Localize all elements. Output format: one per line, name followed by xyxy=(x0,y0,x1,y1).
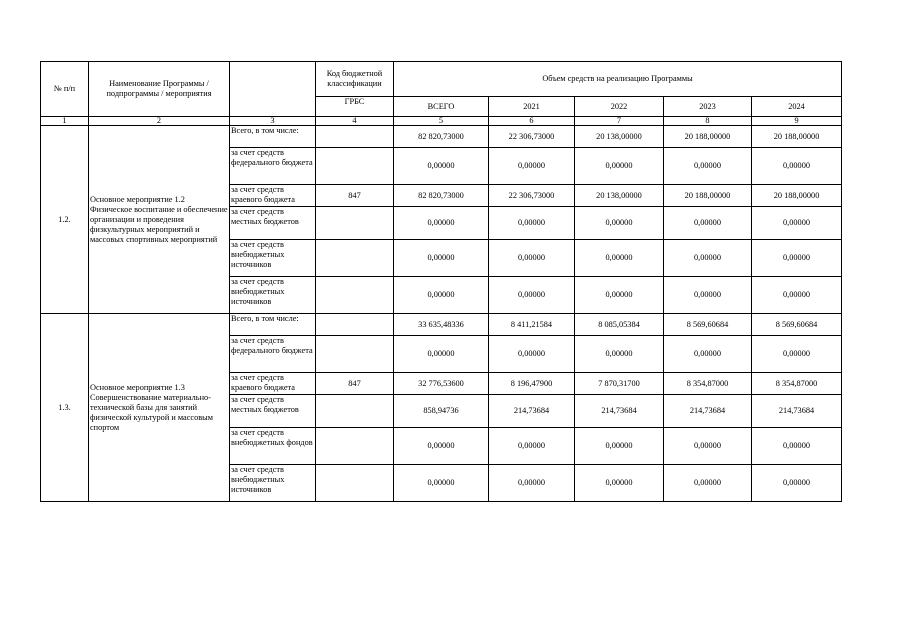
amount-y2022: 0,00000 xyxy=(575,428,664,465)
amount-y2022: 0,00000 xyxy=(575,148,664,185)
header-total: ВСЕГО xyxy=(394,97,489,117)
grbs-empty xyxy=(316,314,394,336)
grbs-empty xyxy=(316,207,394,240)
header-year-2021: 2021 xyxy=(489,97,575,117)
table-row xyxy=(41,314,842,336)
amount-y2024: 214,73684 xyxy=(752,395,842,428)
amount-y2024: 8 569,60684 xyxy=(752,314,842,336)
amount-y2024: 0,00000 xyxy=(752,207,842,240)
funding-source: за счет средств внебюджетных источников xyxy=(230,240,316,277)
funding-source: Всего, в том числе: xyxy=(230,314,316,336)
amount-y2023: 0,00000 xyxy=(664,148,752,185)
col-number: 9 xyxy=(752,117,842,126)
grbs-empty xyxy=(316,277,394,314)
grbs-empty xyxy=(316,465,394,502)
budget-document xyxy=(40,61,841,502)
header-year-2022: 2022 xyxy=(575,97,664,117)
header-year-2023: 2023 xyxy=(664,97,752,117)
grbs-code: 847 xyxy=(316,185,394,207)
amount-y2021: 0,00000 xyxy=(489,277,575,314)
funding-source: за счет средств краевого бюджета xyxy=(230,373,316,395)
amount-y2021: 0,00000 xyxy=(489,148,575,185)
amount-y2021: 8 196,47900 xyxy=(489,373,575,395)
amount-y2021: 8 411,21584 xyxy=(489,314,575,336)
numbering-row xyxy=(41,117,842,126)
header-code: Код бюджетной классификации xyxy=(316,62,394,97)
amount-y2024: 0,00000 xyxy=(752,336,842,373)
amount-y2022: 8 085,05384 xyxy=(575,314,664,336)
funding-source: за счет средств краевого бюджета xyxy=(230,185,316,207)
amount-y2021: 0,00000 xyxy=(489,336,575,373)
grbs-empty xyxy=(316,148,394,185)
funding-source: за счет средств федерального бюджета xyxy=(230,148,316,185)
amount-y2023: 8 354,87000 xyxy=(664,373,752,395)
amount-total: 0,00000 xyxy=(394,277,489,314)
amount-y2023: 0,00000 xyxy=(664,240,752,277)
amount-y2023: 0,00000 xyxy=(664,428,752,465)
funding-source: за счет средств местных бюджетов xyxy=(230,395,316,428)
amount-y2022: 7 870,31700 xyxy=(575,373,664,395)
amount-total: 82 820,73000 xyxy=(394,126,489,148)
item-number: 1.2. xyxy=(41,126,89,314)
amount-total: 32 776,53600 xyxy=(394,373,489,395)
col-number: 2 xyxy=(89,117,230,126)
amount-total: 0,00000 xyxy=(394,465,489,502)
item-name: Основное мероприятие 1.3 Совершенствование материально-технической базы для занятий физической культурой и массовым спортом xyxy=(89,314,230,502)
grbs-empty xyxy=(316,240,394,277)
col-number: 4 xyxy=(316,117,394,126)
amount-y2021: 22 306,73000 xyxy=(489,126,575,148)
amount-y2023: 0,00000 xyxy=(664,336,752,373)
amount-total: 0,00000 xyxy=(394,428,489,465)
amount-y2021: 0,00000 xyxy=(489,428,575,465)
amount-y2023: 20 188,00000 xyxy=(664,185,752,207)
funding-source: за счет средств федерального бюджета xyxy=(230,336,316,373)
grbs-empty xyxy=(316,336,394,373)
col-number: 1 xyxy=(41,117,89,126)
amount-y2024: 0,00000 xyxy=(752,465,842,502)
amount-y2022: 20 138,00000 xyxy=(575,185,664,207)
amount-y2022: 0,00000 xyxy=(575,207,664,240)
amount-y2024: 0,00000 xyxy=(752,277,842,314)
funding-source: за счет средств внебюджетных фондов xyxy=(230,428,316,465)
amount-y2023: 20 188,00000 xyxy=(664,126,752,148)
amount-y2022: 0,00000 xyxy=(575,240,664,277)
amount-total: 33 635,48336 xyxy=(394,314,489,336)
amount-y2024: 0,00000 xyxy=(752,428,842,465)
amount-y2024: 0,00000 xyxy=(752,240,842,277)
header-name: Наименование Программы / подпрограммы / мероприятия xyxy=(89,62,230,117)
item-name: Основное мероприятие 1.2 Физическое воспитание и обеспечение организации и проведения физкультурных мероприятий и массовых спортивных мероприятий xyxy=(89,126,230,314)
amount-total: 82 820,73000 xyxy=(394,185,489,207)
header-volume: Объем средств на реализацию Программы xyxy=(394,62,842,97)
amount-y2023: 0,00000 xyxy=(664,277,752,314)
amount-y2024: 0,00000 xyxy=(752,148,842,185)
budget-table xyxy=(40,61,842,502)
grbs-empty xyxy=(316,428,394,465)
header-source-blank xyxy=(230,62,316,117)
amount-y2023: 0,00000 xyxy=(664,207,752,240)
col-number: 3 xyxy=(230,117,316,126)
amount-total: 858,94736 xyxy=(394,395,489,428)
amount-y2021: 214,73684 xyxy=(489,395,575,428)
amount-total: 0,00000 xyxy=(394,336,489,373)
amount-y2022: 20 138,00000 xyxy=(575,126,664,148)
amount-y2021: 0,00000 xyxy=(489,465,575,502)
header-num: № п/п xyxy=(41,62,89,117)
amount-y2022: 0,00000 xyxy=(575,277,664,314)
amount-y2021: 0,00000 xyxy=(489,207,575,240)
amount-total: 0,00000 xyxy=(394,207,489,240)
amount-y2023: 0,00000 xyxy=(664,465,752,502)
item-number: 1.3. xyxy=(41,314,89,502)
header-row-1 xyxy=(41,62,842,97)
amount-y2022: 0,00000 xyxy=(575,336,664,373)
funding-source: за счет средств внебюджетных источников xyxy=(230,277,316,314)
col-number: 6 xyxy=(489,117,575,126)
funding-source: за счет средств местных бюджетов xyxy=(230,207,316,240)
amount-total: 0,00000 xyxy=(394,240,489,277)
funding-source: Всего, в том числе: xyxy=(230,126,316,148)
col-number: 5 xyxy=(394,117,489,126)
amount-y2022: 0,00000 xyxy=(575,465,664,502)
amount-y2024: 8 354,87000 xyxy=(752,373,842,395)
amount-y2021: 22 306,73000 xyxy=(489,185,575,207)
amount-y2022: 214,73684 xyxy=(575,395,664,428)
header-grbs: ГРБС xyxy=(316,97,394,117)
grbs-empty xyxy=(316,126,394,148)
amount-y2021: 0,00000 xyxy=(489,240,575,277)
amount-y2023: 8 569,60684 xyxy=(664,314,752,336)
amount-y2024: 20 188,00000 xyxy=(752,185,842,207)
amount-y2024: 20 188,00000 xyxy=(752,126,842,148)
grbs-empty xyxy=(316,395,394,428)
table-row xyxy=(41,126,842,148)
col-number: 8 xyxy=(664,117,752,126)
funding-source: за счет средств внебюджетных источников xyxy=(230,465,316,502)
amount-total: 0,00000 xyxy=(394,148,489,185)
col-number: 7 xyxy=(575,117,664,126)
header-year-2024: 2024 xyxy=(752,97,842,117)
grbs-code: 847 xyxy=(316,373,394,395)
amount-y2023: 214,73684 xyxy=(664,395,752,428)
